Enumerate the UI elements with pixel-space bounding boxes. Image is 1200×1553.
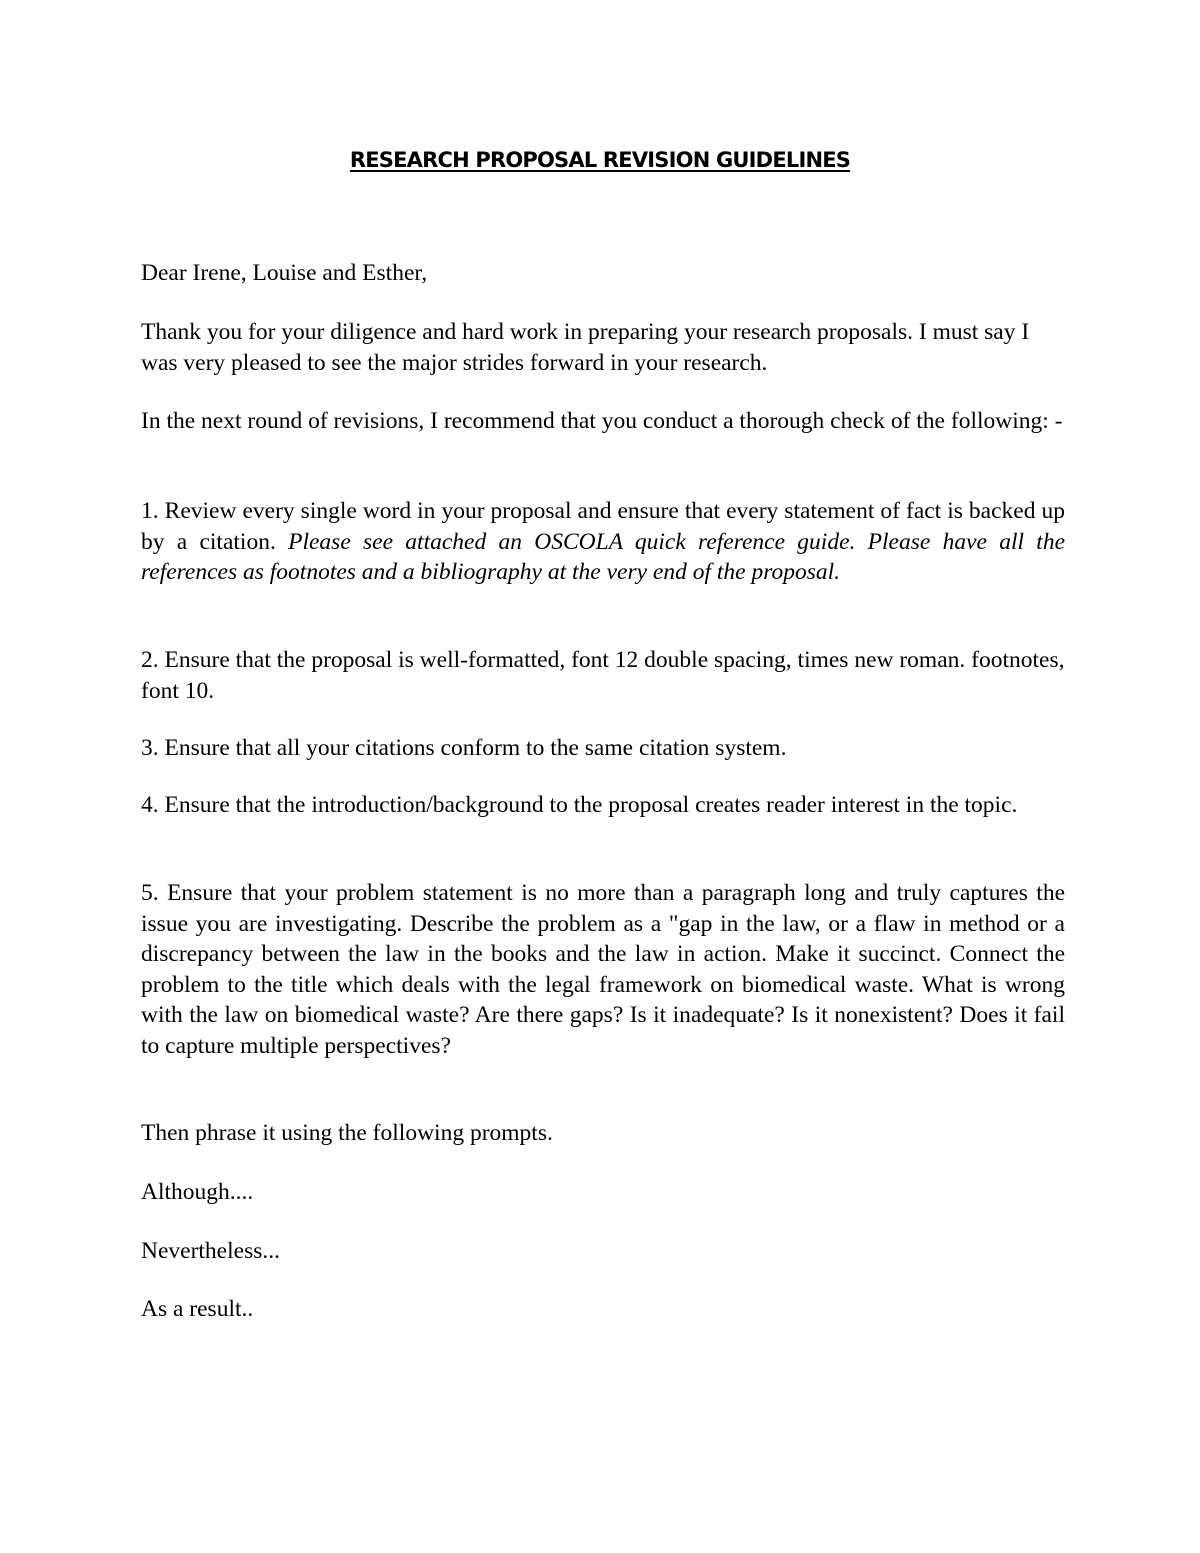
list-item-3: 3. Ensure that all your citations conform to the same citation system.: [141, 735, 787, 761]
prompt-intro: Then phrase it using the following prompts.: [141, 1120, 553, 1146]
prompt-although: Although....: [141, 1179, 254, 1205]
salutation: Dear Irene, Louise and Esther,: [141, 260, 428, 286]
lead-in-paragraph: In the next round of revisions, I recommend that you conduct a thorough check of the following: -: [141, 408, 1063, 434]
document-title: RESEARCH PROPOSAL REVISION GUIDELINES: [349, 148, 851, 172]
list-item-1-italic-note: Please see attached an OSCOLA quick reference guide. Please have all the references as footnotes and a bibliography at the very end of the proposal.: [141, 528, 1065, 585]
list-item-1-text: 1. Review every single word in your proposal and ensure that every statement of fact is backed up by a citation.: [141, 498, 1065, 555]
prompt-nevertheless: Nevertheless...: [141, 1238, 280, 1264]
list-item-2: 2. Ensure that the proposal is well-formatted, font 12 double spacing, times new roman. footnotes, font 10.: [141, 647, 1065, 704]
list-item-5: 5. Ensure that your problem statement is no more than a paragraph long and truly captures the issue you are investigating. Describe the problem as a "gap in the law, or a flaw in method or a discrepancy between the law in the books and the law in action. Make it succinct. Connect the problem to the title which deals with the legal framework on biomedical waste. What is wrong with the law on biomedical waste? Are there gaps? Is it inadequate? Is it nonexistent? Does it fail to capture multiple perspectives?: [141, 880, 1065, 1059]
list-item-4: 4. Ensure that the introduction/background to the proposal creates reader interest in the topic.: [141, 792, 1018, 818]
prompt-as-a-result: As a result..: [141, 1296, 254, 1322]
list-item-1: [141, 496, 1065, 588]
intro-paragraph: Thank you for your diligence and hard work in preparing your research proposals. I must say I was very pleased to see the major strides forward in your research.: [141, 319, 1030, 376]
